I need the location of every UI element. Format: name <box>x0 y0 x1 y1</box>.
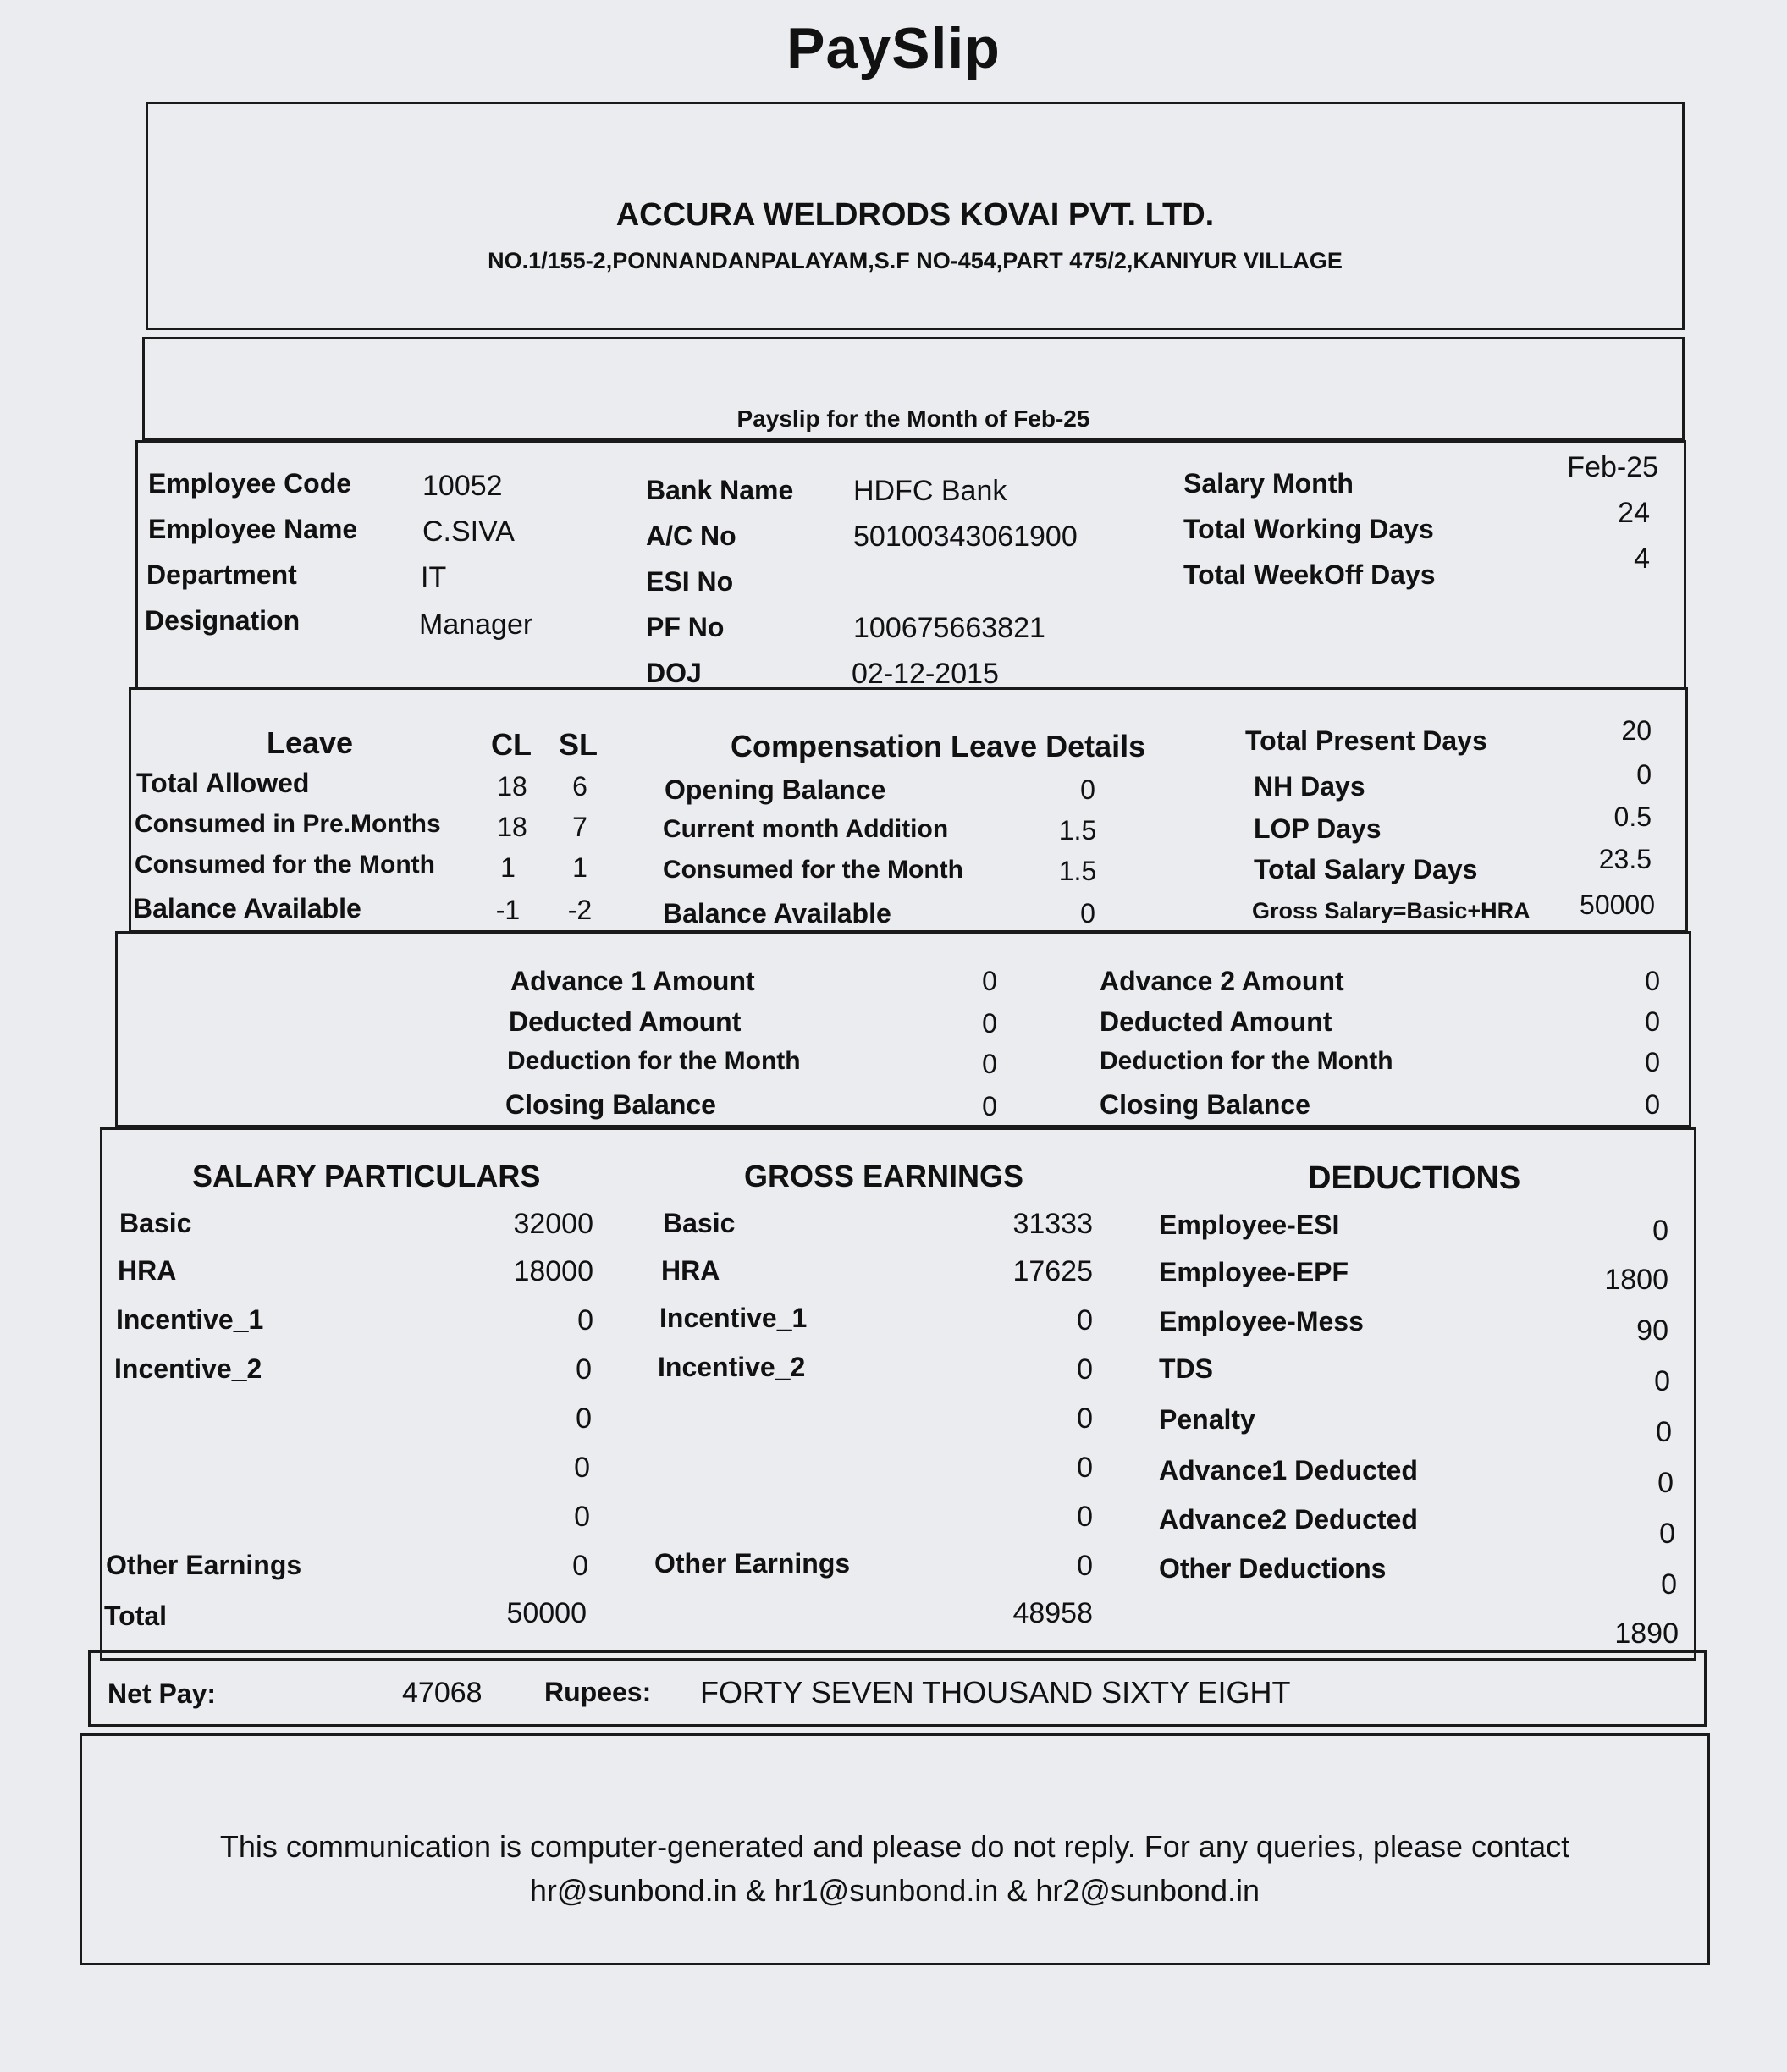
employee-code-label: Employee Code <box>148 468 352 499</box>
footer-contact-emails: hr@sunbond.in & hr1@sunbond.in & hr2@sunbond.in <box>529 1873 1260 1908</box>
comp-leave-row-value: 0 <box>1080 898 1095 929</box>
gross-row-label: Other Earnings <box>654 1548 851 1579</box>
advance1-row-value: 0 <box>982 1091 997 1121</box>
deduction-row-value: 90 <box>1636 1314 1668 1347</box>
esi-no-label: ESI No <box>646 566 734 597</box>
advance2-row-label: Advance 2 Amount <box>1100 966 1344 996</box>
advance2-row-value: 0 <box>1645 1006 1660 1037</box>
ac-no-label: A/C No <box>646 521 736 551</box>
leave-row-sl: 7 <box>572 812 587 842</box>
days-row-value: 50000 <box>1580 890 1655 920</box>
company-address: NO.1/155-2,PONNANDANPALAYAM,S.F NO-454,PART 475/2,KANIYUR VILLAGE <box>488 248 1343 273</box>
advance2-row-label: Closing Balance <box>1100 1089 1310 1120</box>
rupees-in-words: FORTY SEVEN THOUSAND SIXTY EIGHT <box>700 1675 1291 1710</box>
salary-row-value: 0 <box>576 1353 592 1386</box>
employee-code-value: 10052 <box>422 470 503 502</box>
total-weekoff-days-value: 4 <box>1634 543 1650 575</box>
footer-box <box>80 1733 1710 1965</box>
ac-no-value: 50100343061900 <box>853 521 1078 553</box>
days-row-value: 20 <box>1621 715 1652 746</box>
comp-leave-row-value: 1.5 <box>1058 815 1097 846</box>
deduction-row-label: Other Deductions <box>1159 1553 1387 1584</box>
salary-row-value: 0 <box>576 1402 592 1435</box>
gross-row-value: 0 <box>1077 1501 1093 1533</box>
payslip-month-box <box>142 337 1685 440</box>
company-name: ACCURA WELDRODS KOVAI PVT. LTD. <box>615 197 1215 233</box>
designation-value: Manager <box>419 609 533 641</box>
gross-total-value: 48958 <box>1012 1597 1093 1629</box>
doj-value: 02-12-2015 <box>852 658 999 690</box>
deduction-row-label: Penalty <box>1159 1404 1255 1435</box>
total-working-days-value: 24 <box>1618 497 1650 529</box>
advance2-row-value: 0 <box>1645 1089 1660 1120</box>
department-value: IT <box>421 561 447 593</box>
designation-label: Designation <box>145 605 301 636</box>
leave-row-label: Consumed for the Month <box>135 851 435 879</box>
comp-leave-row-label: Balance Available <box>663 898 891 929</box>
leave-header: Leave <box>267 725 354 760</box>
advance1-row-value: 0 <box>982 1049 997 1079</box>
comp-leave-row-label: Opening Balance <box>665 774 886 805</box>
advance1-row-label: Deduction for the Month <box>507 1047 801 1075</box>
comp-leave-row-value: 1.5 <box>1058 856 1097 886</box>
cl-header: CL <box>491 727 532 762</box>
leave-row-sl: 6 <box>572 771 587 802</box>
gross-row-value: 0 <box>1077 1353 1093 1386</box>
leave-row-cl: 18 <box>497 771 527 802</box>
salary-particulars-header: SALARY PARTICULARS <box>192 1159 541 1193</box>
salary-row-label: Basic <box>119 1208 192 1238</box>
leave-row-label: Consumed in Pre.Months <box>135 810 441 838</box>
salary-row-label: HRA <box>118 1255 177 1286</box>
salary-row-value: 0 <box>577 1304 593 1336</box>
deduction-row-label: Advance2 Deducted <box>1159 1504 1418 1535</box>
gross-row-value: 0 <box>1077 1550 1093 1582</box>
deduction-row-value: 1800 <box>1604 1264 1668 1296</box>
deduction-row-value: 0 <box>1654 1365 1670 1397</box>
deduction-row-value: 0 <box>1656 1416 1672 1448</box>
employee-name-value: C.SIVA <box>422 515 515 548</box>
pf-no-value: 100675663821 <box>853 612 1045 644</box>
deduction-row-label: Employee-Mess <box>1159 1306 1364 1336</box>
department-label: Department <box>146 559 297 590</box>
gross-row-label: Basic <box>663 1208 736 1238</box>
gross-row-value: 31333 <box>1012 1208 1093 1240</box>
gross-earnings-header: GROSS EARNINGS <box>744 1159 1024 1193</box>
leave-row-cl: 18 <box>497 812 527 842</box>
advance2-row-label: Deducted Amount <box>1100 1006 1332 1037</box>
advance2-row-value: 0 <box>1645 1047 1660 1077</box>
gross-row-label: Incentive_2 <box>658 1352 806 1382</box>
rupees-label: Rupees: <box>544 1677 652 1707</box>
payslip-month-title: Payslip for the Month of Feb-25 <box>736 405 1090 432</box>
advance2-row-value: 0 <box>1645 966 1660 996</box>
salary-month-value: Feb-25 <box>1567 451 1658 483</box>
comp-leave-row-label: Current month Addition <box>663 815 949 843</box>
advance2-row-label: Deduction for the Month <box>1100 1047 1393 1075</box>
advance1-row-value: 0 <box>982 1008 997 1039</box>
deduction-row-value: 0 <box>1652 1215 1668 1247</box>
deduction-row-label: Employee-EPF <box>1159 1257 1349 1287</box>
net-pay-label: Net Pay: <box>108 1678 217 1709</box>
leave-row-cl: 1 <box>500 852 516 883</box>
salary-row-value: 18000 <box>513 1255 593 1287</box>
leave-row-label: Total Allowed <box>136 768 310 798</box>
comp-leave-row-value: 0 <box>1080 774 1095 805</box>
deduction-row-value: 0 <box>1661 1568 1677 1601</box>
leave-row-label: Balance Available <box>133 893 361 923</box>
gross-row-value: 0 <box>1077 1304 1093 1336</box>
days-row-label: LOP Days <box>1254 813 1382 844</box>
advance1-row-label: Deducted Amount <box>509 1006 742 1037</box>
deduction-row-label: Advance1 Deducted <box>1159 1455 1418 1485</box>
page-title: PaySlip <box>786 16 1001 80</box>
net-pay-value: 47068 <box>402 1677 483 1709</box>
leave-row-cl: -1 <box>495 895 521 925</box>
salary-row-label: Incentive_2 <box>114 1353 262 1384</box>
salary-month-label: Salary Month <box>1183 468 1354 499</box>
employee-details-box <box>135 440 1686 690</box>
leave-row-sl: 1 <box>572 852 587 883</box>
deduction-row-label: Employee-ESI <box>1159 1210 1340 1240</box>
salary-total-value: 50000 <box>506 1597 587 1629</box>
total-weekoff-days-label: Total WeekOff Days <box>1183 559 1436 590</box>
doj-label: DOJ <box>646 658 702 688</box>
days-row-value: 0 <box>1636 759 1652 790</box>
deductions-header: DEDUCTIONS <box>1308 1160 1521 1196</box>
bank-name-value: HDFC Bank <box>853 475 1007 507</box>
employee-name-label: Employee Name <box>148 514 358 544</box>
days-row-label: NH Days <box>1254 771 1365 802</box>
salary-row-value: 32000 <box>513 1208 593 1240</box>
gross-row-label: HRA <box>661 1255 720 1286</box>
days-row-value: 0.5 <box>1613 802 1652 832</box>
net-pay-box <box>88 1650 1707 1727</box>
sl-header: SL <box>559 727 598 762</box>
bank-name-label: Bank Name <box>646 475 794 505</box>
salary-row-value: 0 <box>572 1550 588 1582</box>
gross-row-label: Incentive_1 <box>659 1303 808 1333</box>
deduction-row-label: TDS <box>1159 1353 1213 1384</box>
deduction-row-value: 0 <box>1659 1518 1675 1550</box>
days-row-label: Gross Salary=Basic+HRA <box>1252 898 1531 923</box>
total-working-days-label: Total Working Days <box>1183 514 1434 544</box>
salary-row-value: 0 <box>574 1501 590 1533</box>
gross-row-value: 0 <box>1077 1402 1093 1435</box>
company-header-box <box>146 102 1685 330</box>
days-row-label: Total Present Days <box>1245 725 1487 756</box>
deduction-total-value: 1890 <box>1614 1617 1679 1650</box>
days-row-value: 23.5 <box>1598 844 1652 874</box>
comp-leave-row-label: Consumed for the Month <box>663 856 963 884</box>
leave-details-box <box>129 687 1688 933</box>
days-row-label: Total Salary Days <box>1254 854 1478 884</box>
salary-box <box>100 1127 1696 1661</box>
advance1-row-value: 0 <box>982 966 997 996</box>
comp-leave-header: Compensation Leave Details <box>731 729 1146 763</box>
salary-row-label: Other Earnings <box>106 1550 302 1580</box>
leave-row-sl: -2 <box>567 895 593 925</box>
footer-disclaimer: This communication is computer-generated and please do not reply. For any queries, please contact <box>219 1829 1570 1864</box>
advance1-row-label: Advance 1 Amount <box>510 966 755 996</box>
gross-row-value: 17625 <box>1012 1255 1093 1287</box>
pf-no-label: PF No <box>646 612 725 642</box>
advance-box <box>115 931 1691 1127</box>
salary-total-label: Total <box>104 1601 168 1631</box>
salary-row-value: 0 <box>574 1452 590 1484</box>
salary-row-label: Incentive_1 <box>116 1304 264 1335</box>
deduction-row-value: 0 <box>1657 1467 1674 1499</box>
advance1-row-label: Closing Balance <box>505 1089 716 1120</box>
gross-row-value: 0 <box>1077 1452 1093 1484</box>
